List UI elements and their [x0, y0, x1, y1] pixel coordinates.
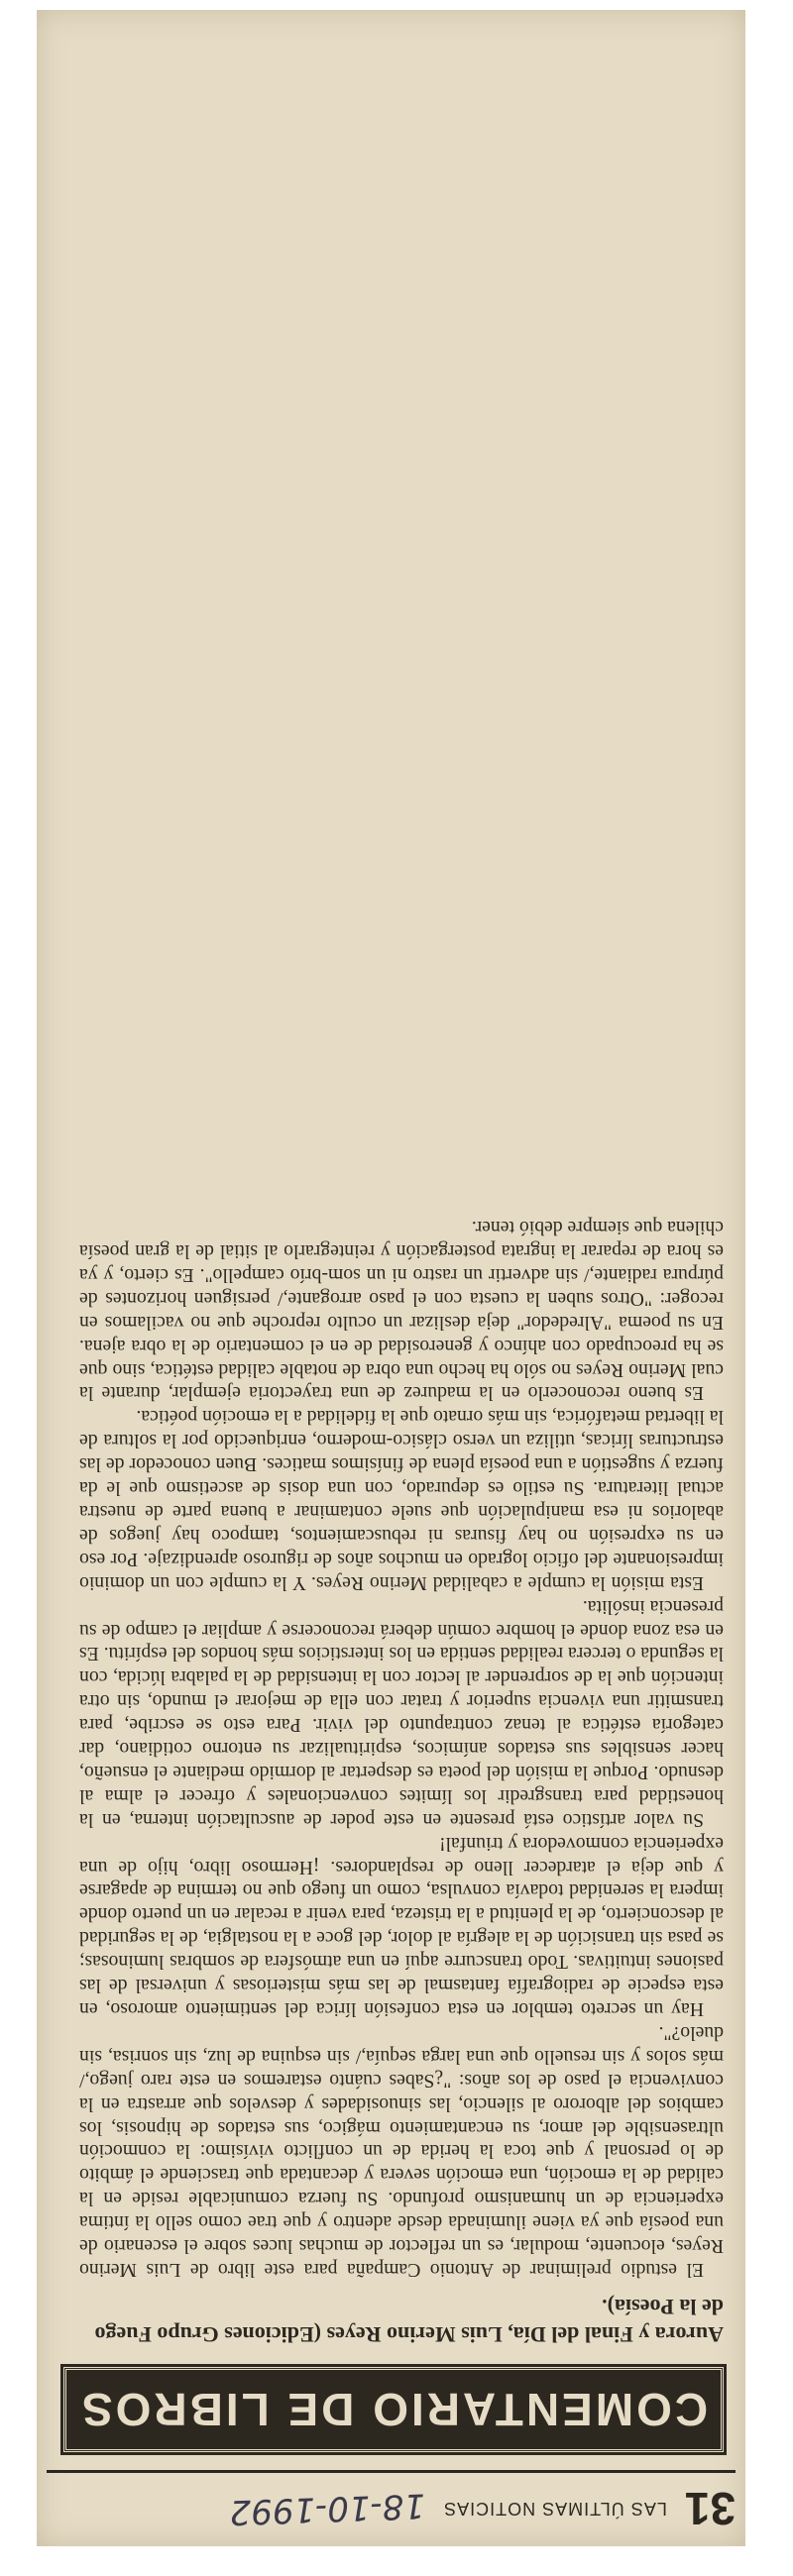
section-banner	[63, 2367, 724, 2452]
article-paragraph: Es bueno reconocerlo en la madurez de una trayectoria ejemplar, durante la cual Merino Reyes no sólo ha hecho una obra de notable calidad estética, sino que se ha preocupado con ahínco y generosidad de en el comentario de la obra ajena. En su poema "Alrededor" deja deslizar un oculto reproche que no vacilamos en recoger: "Otros suben la cuesta con el paso arrogante,/ persiguen horizontes de púrpura radiante,/ sin advertir un rastro ni un som-brío campello". Es cierto, y ya es hora de reparar la ingrata postergación y reintegrarlo al sitial de la gran poesía chilena que siempre debió tener.	[79, 1217, 724, 1405]
newspaper-clipping	[37, 10, 745, 2546]
header-divider	[47, 2470, 736, 2473]
article-paragraph: Esta misión la cumple a cabalidad Merino Reyes. Y la cumple con un dominio impresionante del oficio logrado en muchos años de riguroso aprendizaje. Por eso en su expresión no hay fisuras ni rebuscamientos, tampoco hay juegos de abalorios ni esa manipulación que suele contaminar a buena parte de nuestra actual literatura. Su estilo es depurado, con una dosis de ascetismo que le da fuerza y sugestión a una poesía plena de finísimos matices. Buen conocedor de las estructuras líricas, utiliza un verso clásico-moderno, enriquecido por la soltura de la libertad metafórica, sin más ornato que la fidelidad a la emoción poética.	[79, 1406, 724, 1594]
article-body	[79, 1215, 724, 2281]
handwritten-date: 18-10-1992	[228, 2485, 426, 2532]
section-title: COMENTARIO DE LIBROS	[78, 2384, 709, 2435]
article-heading: Aurora y Final del Día, Luis Merino Reyes (Ediciones Grupo Fuego de la Poesía).	[94, 2295, 724, 2347]
page-number: 31	[684, 2483, 736, 2534]
page-header	[47, 2479, 736, 2538]
article-paragraph: Su valor artístico está presente en este poder de auscultación interna, en la honestidad para transgredir los límites convencionales y ofrecer el alma al desnudo. Porque la misión del poeta es despertar al dormido mediante el ensueño, hacer sensibles sus estados anímicos, espiritualizar su entorno cotidiano, dar categoría estética al tenaz contrapunto del vivir. Para esto se escribe, para transmitir una vivencia superior y tratar con ella de mejorar el mundo, sin otra intención que la de sorprender al lector con la intensidad de la palabra lúcida, con la segunda o tercera realidad sentida en los intersticios más hondos del espíritu. Es en esa zona donde el hombre común deberá reconocerse y ampliar el campo de su presencia insólita.	[79, 1595, 724, 1831]
article-paragraph: Hay un secreto temblor en esta confesión lírica del sentimiento amoroso, en esta especie de radiografía fantasmal de las más misteriosas y universal de las pasiones intuitivas. Todo transcurre aquí en una atmósfera de sombras luminosas; se pasa sin transición de la alegría al dolor, del goce a la nostalgia, de la seguridad al desconcierto, de la plenitud a la tristeza, para venir a recalar en un puerto donde impera la serenidad todavía convulsa, como un fuego que no termina de apagarse y que deja el atardecer lleno de resplandores. ¡Hermoso libro, hijo de una experiencia conmovedora y triunfal!	[79, 1832, 724, 2021]
newspaper-name: LAS ÚLTIMAS NOTICIAS	[443, 2499, 667, 2520]
article-paragraph: El estudio preliminar de Antonio Campaña para este libro de Luis Merino Reyes, elocuente, modular, es un reflector de muchas luces sobre el escenario de una poesía que ya viene iluminada desde adentro y que trae como sello la íntima experiencia de un humanismo profundo. Su fuerza comunicable reside en la calidad de la emoción, una emoción severa y decantada que trasciende el ámbito de lo personal y que toca la herida de un conflicto vivísimo: la conmoción ultrasensible del amor, su encantamiento mágico, sus estados de hipnosis, los cambios del albororo al silencio, las sinuosidades y desvelos que arrastra en la convivencia el paso de los años: "¿Sabes cuánto estaremos en este raro juego,/ más solos y sin resuello que una larga sequía,/ sin esquina de luz, sin sonrisa, sin duelo?".	[79, 2021, 724, 2281]
